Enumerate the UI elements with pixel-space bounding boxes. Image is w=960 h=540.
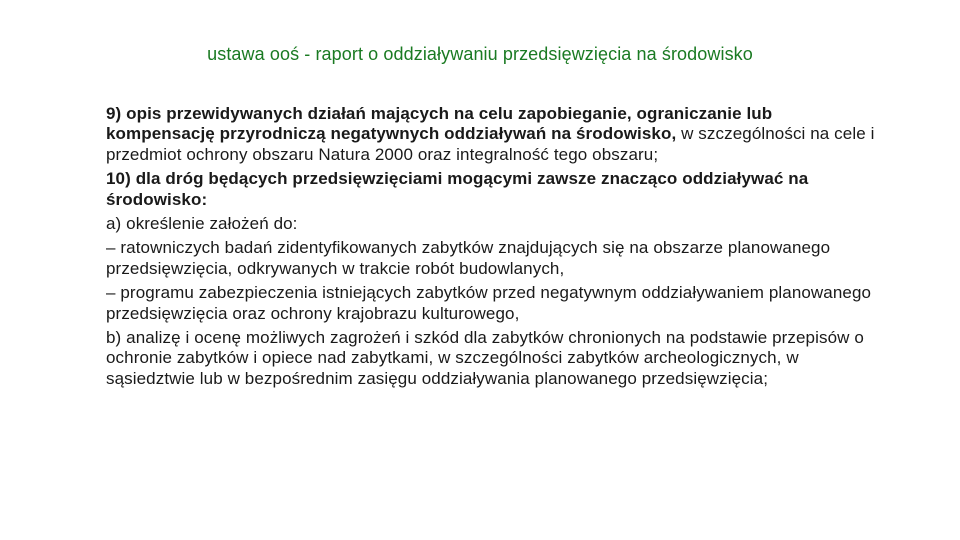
- item-9-bold-text: 9) opis przewidywanych działań mających na celu zapobieganie, ograniczanie lub kompensację przyrodniczą negatywnych oddziaływań na środowisko,: [106, 104, 773, 144]
- item-a: a) określenie założeń do:: [106, 214, 298, 234]
- item-9: [106, 104, 876, 165]
- item-b: b) analizę i ocenę możliwych zagrożeń i szkód dla zabytków chronionych na podstawie przepisów o ochronie zabytków i opiece nad zabytkami, w szczególności zabytków archeologicznych, w sąsiedztwie lub w bezpośrednim zasięgu oddziaływania planowanego przedsięwzięcia;: [106, 328, 864, 388]
- dash-item-1: – ratowniczych badań zidentyfikowanych zabytków znajdujących się na obszarze planowanego przedsięwzięcia, odkrywanych w trakcie robót budowlanych,: [106, 238, 831, 278]
- slide-body: [106, 104, 876, 393]
- item-10: 10) dla dróg będących przedsięwzięciami mogącymi zawsze znacząco oddziaływać na środowisko:: [106, 169, 809, 209]
- slide-title: ustawa ooś - raport o oddziaływaniu przedsięwzięcia na środowisko: [207, 44, 753, 64]
- dash-item-2: – programu zabezpieczenia istniejących zabytków przed negatywnym oddziaływaniem planowanego przedsięwzięcia oraz ochrony krajobrazu kulturowego,: [106, 283, 872, 323]
- item-9-normal-text: w szczególności na cele i przedmiot ochrony obszaru Natura 2000 oraz integralność tego obszaru;: [106, 124, 875, 164]
